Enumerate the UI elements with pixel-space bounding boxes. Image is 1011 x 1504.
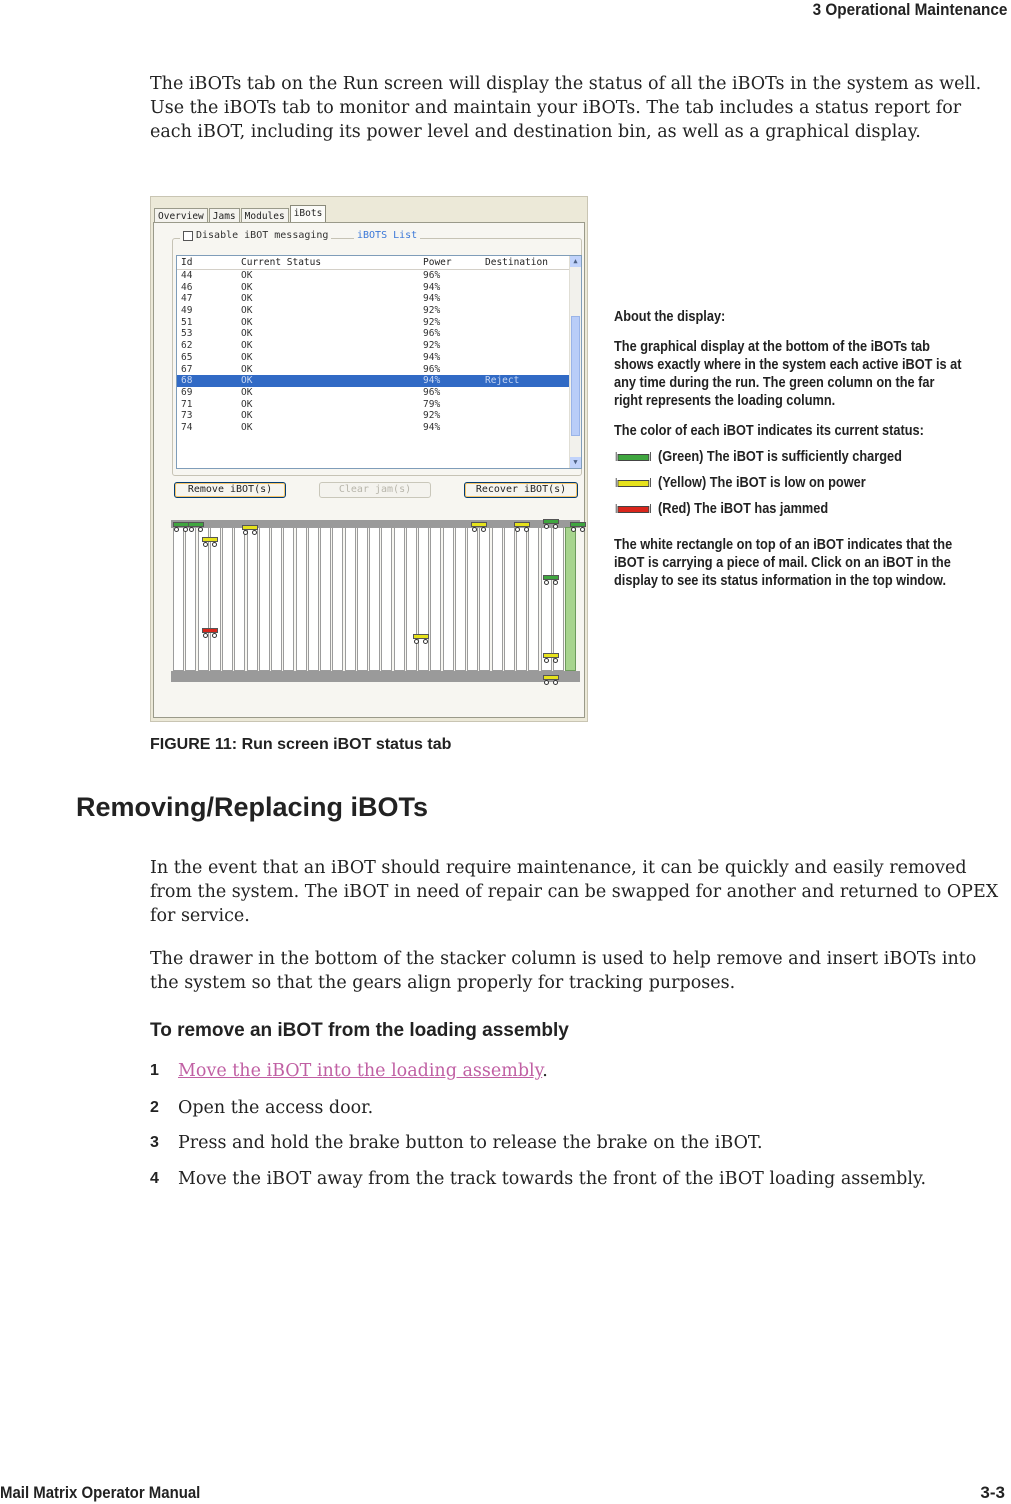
cell-power: 92% — [423, 316, 441, 328]
cell-power: 94% — [423, 375, 441, 387]
tab-jams[interactable]: Jams — [209, 208, 240, 224]
bin-column — [504, 527, 515, 671]
cell-id: 49 — [181, 305, 193, 317]
yellow-ibot-icon[interactable] — [543, 675, 559, 680]
recover-ibots-button[interactable]: Recover iBOT(s) — [464, 482, 578, 498]
cell-power: 96% — [423, 386, 441, 398]
bin-column — [430, 527, 441, 671]
loading-assembly-link[interactable]: Move the iBOT into the loading assembly — [178, 1061, 543, 1081]
bin-column — [296, 527, 307, 671]
scroll-up-icon[interactable]: ▲ — [570, 256, 581, 267]
list-item[interactable] — [177, 282, 569, 294]
running-header: 3 Operational Maintenance — [812, 0, 1007, 19]
yellow-ibot-icon[interactable] — [202, 537, 218, 542]
green-ibot-icon[interactable] — [543, 519, 559, 524]
yellow-ibot-icon[interactable] — [514, 522, 530, 527]
list-header — [177, 256, 581, 270]
disable-messaging-checkbox[interactable] — [183, 231, 193, 241]
cell-status: OK — [241, 305, 253, 317]
cell-dest — [485, 364, 569, 376]
step-number: 3 — [150, 1134, 159, 1151]
bin-column — [406, 527, 417, 671]
cell-dest: Reject — [485, 375, 520, 387]
cell-dest — [485, 282, 569, 294]
bin-column — [479, 527, 490, 671]
list-item[interactable] — [177, 399, 569, 411]
cell-status: OK — [241, 363, 253, 375]
cell-power: 96% — [423, 363, 441, 375]
green-ibot-icon[interactable] — [173, 522, 189, 527]
step-text: Press and hold the brake button to release the brake on the iBOT. — [178, 1133, 763, 1153]
list-item[interactable] — [177, 387, 569, 399]
cell-id: 65 — [181, 351, 193, 363]
green-ibot-icon[interactable] — [570, 522, 586, 527]
legend-red-label: (Red) The iBOT has jammed — [658, 501, 829, 517]
cell-id: 44 — [181, 270, 193, 281]
bin-column — [443, 527, 454, 671]
cell-status: OK — [241, 281, 253, 293]
list-item[interactable] — [177, 340, 569, 352]
green-ibot-icon — [618, 454, 650, 461]
list-item[interactable] — [177, 410, 569, 422]
step-3 — [150, 1131, 1010, 1155]
cell-id: 74 — [181, 421, 193, 433]
list-rows — [177, 270, 569, 434]
cell-status: OK — [241, 375, 253, 387]
legend-red — [614, 496, 966, 522]
bin-column — [308, 527, 319, 671]
cell-dest — [485, 422, 569, 434]
col-power[interactable]: Power — [423, 257, 452, 268]
display-annotation — [614, 308, 966, 602]
cell-dest — [485, 270, 569, 282]
loading-column — [565, 527, 576, 671]
tab-strip — [154, 205, 327, 223]
tab-overview[interactable]: Overview — [154, 208, 208, 224]
ibots-list-title: iBOTS List — [354, 230, 420, 241]
ibots-list[interactable] — [176, 255, 582, 469]
ibots-panel — [153, 222, 585, 718]
scroll-thumb[interactable] — [571, 316, 580, 436]
col-id[interactable]: Id — [181, 257, 193, 268]
bin-column — [198, 527, 209, 671]
cell-power: 92% — [423, 410, 441, 422]
cell-power: 94% — [423, 421, 441, 433]
bin-column — [222, 527, 233, 671]
yellow-ibot-icon[interactable] — [413, 634, 429, 639]
remove-ibots-button[interactable]: Remove iBOT(s) — [174, 482, 286, 498]
scroll-down-icon[interactable]: ▼ — [570, 457, 581, 468]
cell-dest — [485, 317, 569, 329]
body-paragraph-2: The drawer in the bottom of the stacker column is used to help remove and insert iBOTs into the system so that the gears align properly for tracking purposes. — [150, 949, 977, 993]
section-title: Removing/Replacing iBOTs — [76, 792, 429, 822]
bin-column — [234, 527, 245, 671]
cell-status: OK — [241, 340, 253, 352]
bin-column — [320, 527, 331, 671]
cell-id: 71 — [181, 398, 193, 410]
tab-modules[interactable]: Modules — [241, 208, 289, 224]
intro-paragraph: The iBOTs tab on the Run screen will display the status of all the iBOTs in the system as well. Use the iBOTs tab to monitor and maintain your iBOTs. The tab includes a status report for each iBOT, including its power level and destination bin, as well as a graphical display. — [150, 74, 982, 142]
cell-dest — [485, 399, 569, 411]
red-ibot-icon — [618, 506, 650, 513]
green-ibot-icon[interactable] — [543, 575, 559, 580]
cell-dest — [485, 352, 569, 364]
bin-column — [541, 527, 552, 671]
procedure-title: To remove an iBOT from the loading assembly — [150, 1020, 569, 1041]
cell-status: OK — [241, 293, 253, 305]
yellow-ibot-icon[interactable] — [471, 522, 487, 527]
cell-id: 47 — [181, 293, 193, 305]
cell-dest — [485, 340, 569, 352]
legend-yellow — [614, 470, 966, 496]
bin-column — [418, 527, 429, 671]
bin-column — [553, 527, 564, 671]
list-item[interactable] — [177, 328, 569, 340]
annotation-p2: The color of each iBOT indicates its current status: — [614, 423, 924, 439]
bin-column — [394, 527, 405, 671]
bin-column — [332, 527, 343, 671]
list-item[interactable] — [177, 305, 569, 317]
disable-messaging-label: Disable iBOT messaging — [196, 230, 329, 241]
cell-status: OK — [241, 270, 253, 281]
cell-id: 51 — [181, 316, 193, 328]
bin-column — [173, 527, 184, 671]
legend-yellow-label: (Yellow) The iBOT is low on power — [658, 475, 866, 491]
step-text: Move the iBOT away from the track towards the front of the iBOT loading assembly. — [178, 1169, 927, 1189]
cell-power: 94% — [423, 293, 441, 305]
step-4 — [150, 1167, 1010, 1191]
legend-green — [614, 444, 966, 470]
bin-column — [381, 527, 392, 671]
yellow-ibot-icon[interactable] — [242, 525, 258, 530]
tab-ibots[interactable]: iBots — [290, 205, 327, 224]
list-item[interactable] — [177, 375, 569, 387]
cell-id: 53 — [181, 328, 193, 340]
list-item[interactable] — [177, 422, 569, 434]
bin-column — [185, 527, 196, 671]
step-text: Open the access door. — [178, 1098, 374, 1118]
bin-column — [369, 527, 380, 671]
cell-id: 68 — [181, 375, 193, 387]
bin-column — [271, 527, 282, 671]
list-item[interactable] — [177, 352, 569, 364]
cell-id: 46 — [181, 281, 193, 293]
cell-dest — [485, 328, 569, 340]
cell-dest — [485, 305, 569, 317]
cell-dest — [485, 410, 569, 422]
yellow-ibot-icon — [618, 480, 650, 487]
list-scrollbar[interactable] — [569, 256, 581, 468]
yellow-ibot-icon[interactable] — [543, 653, 559, 658]
ibots-tab-screenshot — [150, 196, 588, 722]
cell-dest — [485, 293, 569, 305]
footer-title: Mail Matrix Operator Manual — [0, 1483, 201, 1502]
page-number: 3-3 — [980, 1483, 1005, 1502]
cell-power: 92% — [423, 340, 441, 352]
cell-id: 67 — [181, 363, 193, 375]
cell-status: OK — [241, 410, 253, 422]
list-item[interactable] — [177, 364, 569, 376]
green-ibot-icon[interactable] — [188, 522, 204, 527]
col-destination[interactable]: Destination — [485, 257, 548, 268]
annotation-heading: About the display: — [614, 309, 726, 325]
bin-column — [259, 527, 270, 671]
bin-column — [357, 527, 368, 671]
bin-column — [210, 527, 221, 671]
step-number: 2 — [150, 1099, 159, 1116]
step-number: 4 — [150, 1170, 159, 1187]
cell-status: OK — [241, 351, 253, 363]
figure-caption: FIGURE 11: Run screen iBOT status tab — [150, 736, 452, 753]
col-status[interactable]: Current Status — [241, 257, 322, 268]
cell-dest — [485, 387, 569, 399]
cell-power: 96% — [423, 328, 441, 340]
bin-column — [528, 527, 539, 671]
cell-status: OK — [241, 398, 253, 410]
legend-green-label: (Green) The iBOT is sufficiently charged — [658, 449, 902, 465]
cell-power: 94% — [423, 281, 441, 293]
bin-column — [345, 527, 356, 671]
step-1 — [150, 1059, 1010, 1083]
cell-status: OK — [241, 421, 253, 433]
disable-messaging-option[interactable] — [180, 230, 331, 241]
step-suffix: . — [542, 1061, 548, 1081]
bin-column — [455, 527, 466, 671]
bin-column — [516, 527, 527, 671]
cell-power: 94% — [423, 351, 441, 363]
list-item[interactable] — [177, 293, 569, 305]
cell-status: OK — [241, 316, 253, 328]
clear-jams-button[interactable]: Clear jam(s) — [319, 482, 431, 498]
cell-power: 96% — [423, 270, 441, 281]
bin-column — [467, 527, 478, 671]
cell-power: 92% — [423, 305, 441, 317]
bin-column — [283, 527, 294, 671]
cell-id: 62 — [181, 340, 193, 352]
cell-status: OK — [241, 328, 253, 340]
body-paragraph-1: In the event that an iBOT should require maintenance, it can be quickly and easily removed from the system. The iBOT in need of repair can be swapped for another and returned to OPEX for service. — [150, 858, 999, 926]
bin-column — [492, 527, 503, 671]
annotation-p3: The white rectangle on top of an iBOT indicates that the iBOT is carrying a piece of mail. Click on an iBOT in the display to see its status information in the top window. — [614, 537, 953, 589]
list-item[interactable] — [177, 270, 569, 282]
cell-id: 73 — [181, 410, 193, 422]
cell-id: 69 — [181, 386, 193, 398]
red-ibot-icon[interactable] — [202, 628, 218, 633]
bin-column — [247, 527, 258, 671]
ibot-graphical-display[interactable] — [171, 520, 580, 687]
step-2 — [150, 1096, 1010, 1120]
annotation-p1: The graphical display at the bottom of the iBOTs tab shows exactly where in the system each active iBOT is at any time during the run. The green column on the far right represents the loading column. — [614, 339, 962, 409]
cell-status: OK — [241, 386, 253, 398]
cell-power: 79% — [423, 398, 441, 410]
step-number: 1 — [150, 1062, 159, 1079]
track-bottom-rail — [171, 671, 580, 682]
list-item[interactable] — [177, 317, 569, 329]
